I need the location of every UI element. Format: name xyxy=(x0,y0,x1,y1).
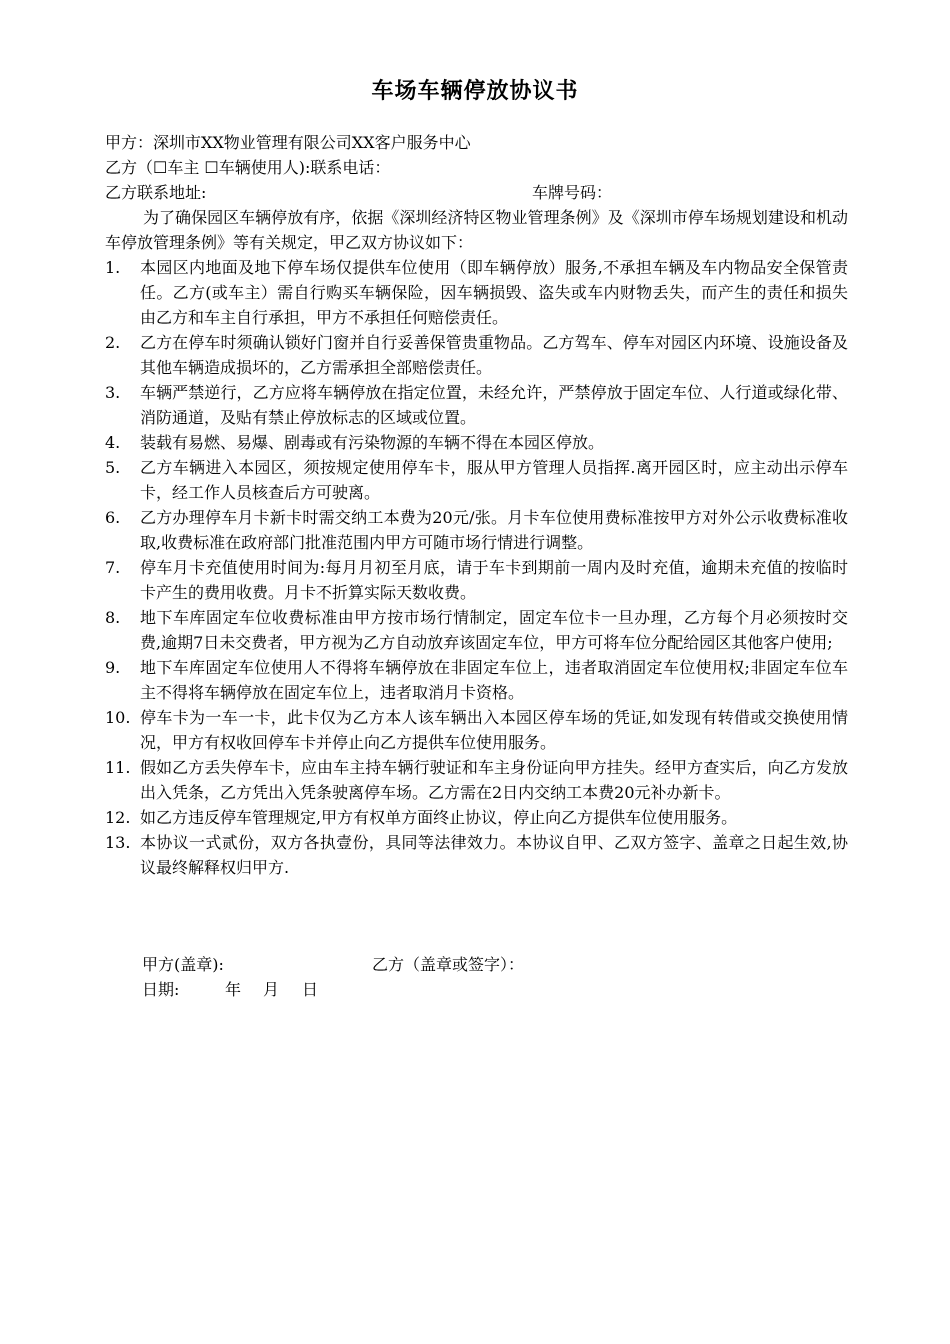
clause-item xyxy=(105,655,848,705)
clause-number: 5. xyxy=(105,458,121,477)
intro-paragraph: 为了确保园区车辆停放有序，依据《深圳经济特区物业管理条例》及《深圳市停车场规划建设和机动车停放管理条例》等有关规定，甲乙双方协议如下： xyxy=(105,208,848,252)
clause-item xyxy=(105,380,848,430)
clause-item xyxy=(105,555,848,605)
clause-item xyxy=(105,430,848,455)
clause-number: 10. xyxy=(105,708,131,727)
date-day: 日 xyxy=(302,980,319,999)
clause-number: 3. xyxy=(105,383,121,402)
party-b-address-label: 乙方联系地址: xyxy=(105,183,207,202)
clause-text: 如乙方违反停车管理规定,甲方有权单方面终止协议，停止向乙方提供车位使用服务。 xyxy=(140,808,738,827)
date-month: 月 xyxy=(263,980,280,999)
clause-number: 9. xyxy=(105,658,121,677)
clause-item xyxy=(105,330,848,380)
clause-list xyxy=(105,255,848,880)
clause-number: 11. xyxy=(105,758,131,777)
party-b-line: 乙方（☐车主 ☐车辆使用人):联系电话： xyxy=(105,158,391,177)
clause-item xyxy=(105,830,848,880)
clause-text: 停车卡为一车一卡，此卡仅为乙方本人该车辆出入本园区停车场的凭证,如发现有转借或交换使用情况，甲方有权收回停车卡并停止向乙方提供车位使用服务。 xyxy=(140,708,848,752)
clause-item xyxy=(105,705,848,755)
clause-number: 7. xyxy=(105,558,121,577)
clause-number: 12. xyxy=(105,808,131,827)
clause-item xyxy=(105,255,848,330)
party-a-line: 甲方：深圳市XX物业管理有限公司XX客户服务中心 xyxy=(105,133,471,152)
clause-item xyxy=(105,455,848,505)
clause-number: 6. xyxy=(105,508,121,527)
clause-text: 假如乙方丢失停车卡，应由车主持车辆行驶证和车主身份证向甲方挂失。经甲方查实后，向乙方发放出入凭条，乙方凭出入凭条驶离停车场。乙方需在2日内交纳工本费20元补办新卡。 xyxy=(140,758,848,802)
date-label: 日期: xyxy=(142,980,180,999)
clause-number: 13. xyxy=(105,833,131,852)
clause-text: 地下车库固定车位使用人不得将车辆停放在非固定车位上，违者取消固定车位使用权;非固定车位车主不得将车辆停放在固定车位上，违者取消月卡资格。 xyxy=(140,658,848,702)
clause-text: 本园区内地面及地下停车场仅提供车位使用（即车辆停放）服务,不承担车辆及车内物品安全保管责任。乙方(或车主）需自行购买车辆保险，因车辆损毁、盗失或车内财物丢失，而产生的责任和损失由乙方和车主自行承担，甲方不承担任何赔偿责任。 xyxy=(140,258,848,327)
clause-item xyxy=(105,755,848,805)
clause-text: 乙方在停车时须确认锁好门窗并自行妥善保管贵重物品。乙方驾车、停车对园区内环境、设施设备及其他车辆造成损坏的，乙方需承担全部赔偿责任。 xyxy=(140,333,848,377)
clause-text: 本协议一式贰份，双方各执壹份，具同等法律效力。本协议自甲、乙双方签字、盖章之日起生效,协议最终解释权归甲方. xyxy=(140,833,848,877)
clause-text: 装载有易燃、易爆、剧毒或有污染物源的车辆不得在本园区停放。 xyxy=(140,433,605,452)
date-year: 年 xyxy=(225,980,242,999)
clause-item xyxy=(105,505,848,555)
clause-number: 4. xyxy=(105,433,121,452)
clause-text: 乙方车辆进入本园区，须按规定使用停车卡，服从甲方管理人员指挥.离开园区时，应主动出示停车卡，经工作人员核查后方可驶离。 xyxy=(140,458,848,502)
clause-text: 乙方办理停车月卡新卡时需交纳工本费为20元/张。月卡车位使用费标准按甲方对外公示收费标准收取,收费标准在政府部门批准范围内甲方可随市场行情进行调整。 xyxy=(140,508,848,552)
clause-item xyxy=(105,805,848,830)
party-b-seal-label: 乙方（盖章或签字）： xyxy=(372,955,525,974)
clause-item xyxy=(105,605,848,655)
clause-number: 8. xyxy=(105,608,121,627)
clause-number: 2. xyxy=(105,333,121,352)
document-title: 车场车辆停放协议书 xyxy=(371,78,579,104)
plate-number-label: 车牌号码： xyxy=(532,183,613,202)
clause-text: 车辆严禁逆行，乙方应将车辆停放在指定位置，未经允许，严禁停放于固定车位、人行道或绿化带、消防通道，及贴有禁止停放标志的区域或位置。 xyxy=(140,383,848,427)
party-a-seal-label: 甲方(盖章): xyxy=(142,955,224,974)
clause-text: 停车月卡充值使用时间为:每月月初至月底，请于车卡到期前一周内及时充值，逾期未充值的按临时卡产生的费用收费。月卡不折算实际天数收费。 xyxy=(140,558,848,602)
clause-number: 1. xyxy=(105,258,121,277)
clause-text: 地下车库固定车位收费标准由甲方按市场行情制定，固定车位卡一旦办理，乙方每个月必须按时交费,逾期7日未交费者，甲方视为乙方自动放弃该固定车位，甲方可将车位分配给园区其他客户使用; xyxy=(140,608,848,652)
